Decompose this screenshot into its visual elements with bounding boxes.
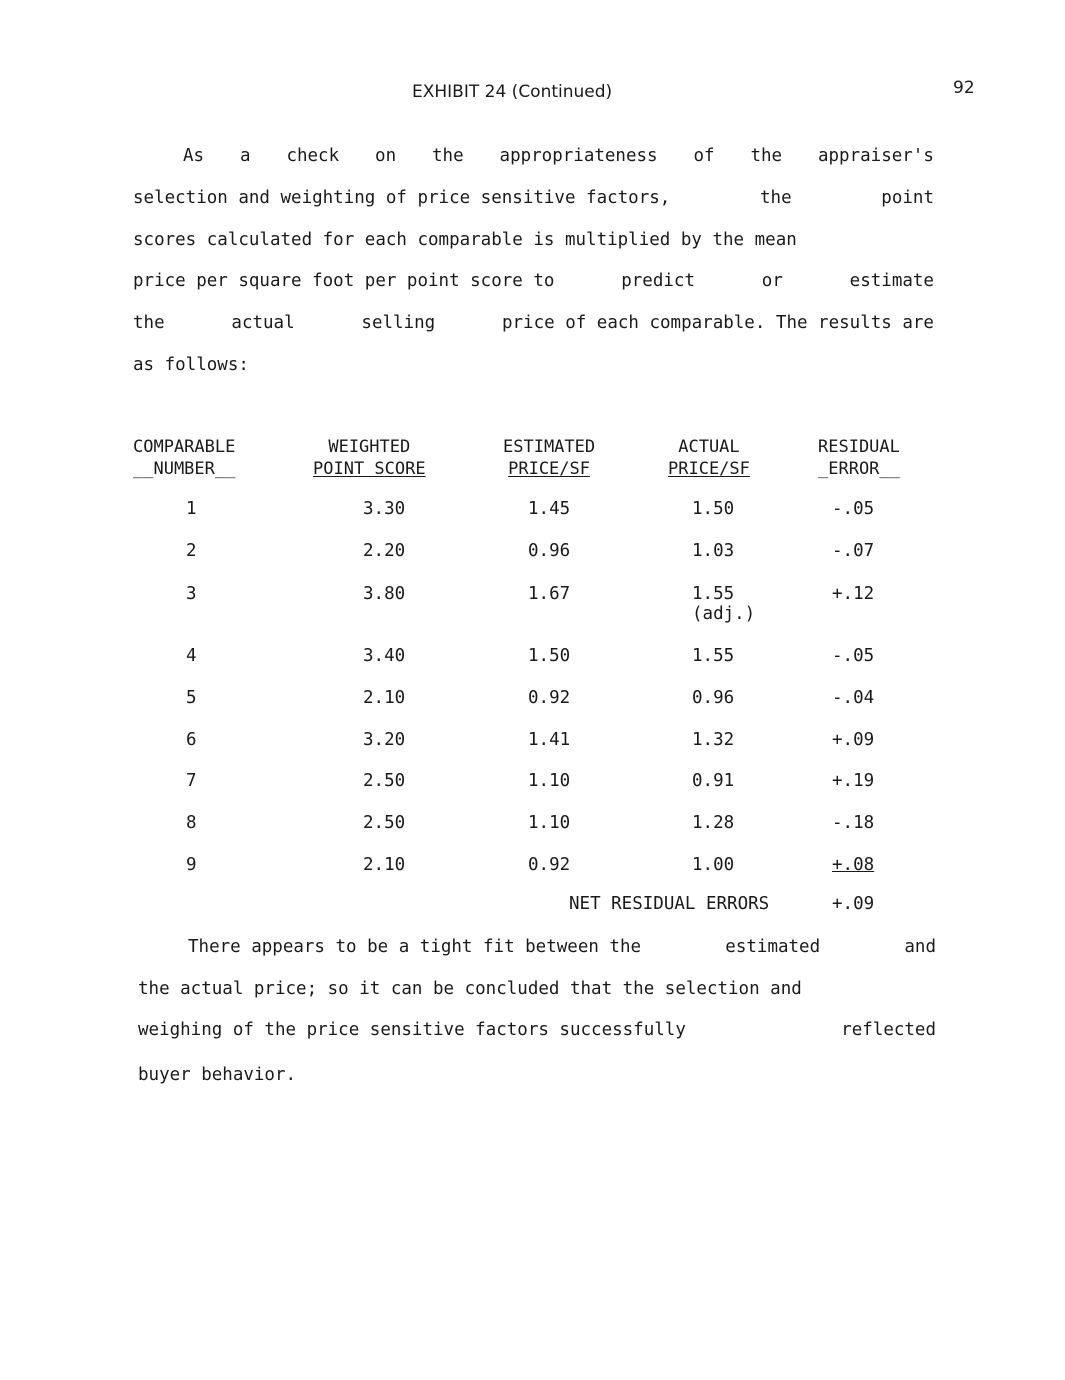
header-weighted-point-score: WEIGHTED POINT SCORE <box>313 437 426 479</box>
intro-line-1 <box>183 146 934 166</box>
intro-segment: selection and weighting of price sensitive factors, <box>133 188 671 208</box>
conclusion-segment: and <box>904 937 936 957</box>
intro-segment: actual <box>231 313 295 333</box>
actual-price-cell: 1.28 <box>692 813 735 833</box>
intro-segment: the <box>133 313 165 333</box>
conclusion-segment: reflected <box>841 1020 936 1040</box>
actual-price-cell: 1.00 <box>692 855 735 875</box>
header-comparable-number: COMPARABLE __NUMBER__ <box>133 437 236 479</box>
intro-word: the <box>750 146 783 166</box>
intro-line-2 <box>133 188 934 208</box>
actual-price-cell: 0.91 <box>692 771 735 791</box>
intro-word: the <box>432 146 464 166</box>
intro-line-6 <box>133 355 249 375</box>
residual-cell: -.07 <box>832 541 875 561</box>
point-score-cell: 3.40 <box>363 646 406 666</box>
residual-cell: -.05 <box>832 646 875 666</box>
actual-price-cell: 1.03 <box>692 541 735 561</box>
estimated-price-cell: 0.92 <box>528 688 571 708</box>
residual-cell: -.04 <box>832 688 875 708</box>
point-score-cell: 3.80 <box>363 584 406 604</box>
intro-word: of <box>693 146 715 166</box>
intro-line-3 <box>133 230 934 250</box>
actual-price-cell: 0.96 <box>692 688 735 708</box>
estimated-price-cell: 1.10 <box>528 771 571 791</box>
comparable-number-cell: 3 <box>186 584 197 604</box>
intro-word: on <box>375 146 397 166</box>
conclusion-line-4 <box>138 1065 296 1085</box>
actual-price-cell: 1.32 <box>692 730 735 750</box>
actual-price-cell: 1.55 <box>692 584 735 604</box>
actual-price-cell: 1.55 <box>692 646 735 666</box>
intro-line-4 <box>133 271 934 291</box>
header-residual-error: RESIDUAL _ERROR__ <box>818 437 900 479</box>
estimated-price-cell: 1.41 <box>528 730 571 750</box>
estimated-price-cell: 1.10 <box>528 813 571 833</box>
actual-price-cell: 1.50 <box>692 499 735 519</box>
comparable-number-cell: 9 <box>186 855 197 875</box>
net-residual-value: +.09 <box>832 894 875 914</box>
conclusion-line-1 <box>188 937 936 957</box>
intro-segment: the <box>760 188 792 208</box>
intro-word: check <box>286 146 340 166</box>
comparable-number-cell: 1 <box>186 499 197 519</box>
conclusion-segment: weighing of the price sensitive factors successfully <box>138 1020 686 1040</box>
net-residual-label: NET RESIDUAL ERRORS <box>569 894 770 914</box>
intro-segment: estimate <box>849 271 934 291</box>
estimated-price-cell: 0.96 <box>528 541 571 561</box>
residual-cell: +.19 <box>832 771 875 791</box>
residual-cell: +.08 <box>832 855 875 875</box>
point-score-cell: 2.50 <box>363 771 406 791</box>
intro-segment: selling <box>361 313 436 333</box>
point-score-cell: 2.10 <box>363 688 406 708</box>
conclusion-line-3 <box>138 1020 936 1040</box>
point-score-cell: 3.20 <box>363 730 406 750</box>
conclusion-segment: estimated <box>725 937 821 957</box>
conclusion-segment: There appears to be a tight fit between the <box>188 937 642 957</box>
comparable-number-cell: 2 <box>186 541 197 561</box>
intro-word: appraiser's <box>817 146 934 166</box>
intro-segment: point <box>881 188 934 208</box>
intro-word: a <box>239 146 251 166</box>
header-estimated-price: ESTIMATED PRICE/SF <box>503 437 596 479</box>
intro-segment: or <box>761 271 783 291</box>
point-score-cell: 3.30 <box>363 499 406 519</box>
residual-cell: -.18 <box>832 813 875 833</box>
header-actual-price: ACTUAL PRICE/SF <box>668 437 750 479</box>
exhibit-title: EXHIBIT 24 (Continued) <box>412 82 613 102</box>
intro-segment: price per square foot per point score to <box>133 271 555 291</box>
residual-cell: +.12 <box>832 584 875 604</box>
intro-line-5 <box>133 313 934 333</box>
comparable-number-cell: 4 <box>186 646 197 666</box>
estimated-price-cell: 1.67 <box>528 584 571 604</box>
estimated-price-cell: 1.50 <box>528 646 571 666</box>
comparable-number-cell: 6 <box>186 730 197 750</box>
intro-segment: as follows: <box>133 355 249 375</box>
conclusion-segment: buyer behavior. <box>138 1065 297 1085</box>
residual-cell: +.09 <box>832 730 875 750</box>
conclusion-line-2 <box>138 979 936 999</box>
actual-price-note: (adj.) <box>692 604 756 624</box>
comparable-number-cell: 5 <box>186 688 197 708</box>
conclusion-segment: the actual price; so it can be concluded that the selection and <box>138 979 802 999</box>
comparable-number-cell: 7 <box>186 771 197 791</box>
intro-segment: price of each comparable. The results are <box>501 313 934 333</box>
intro-word: As <box>183 146 205 166</box>
point-score-cell: 2.20 <box>363 541 406 561</box>
page-number: 92 <box>953 78 975 98</box>
residual-cell: -.05 <box>832 499 875 519</box>
estimated-price-cell: 0.92 <box>528 855 571 875</box>
estimated-price-cell: 1.45 <box>528 499 571 519</box>
comparable-number-cell: 8 <box>186 813 197 833</box>
intro-segment: predict <box>621 271 695 291</box>
intro-word: appropriateness <box>499 146 658 166</box>
intro-segment: scores calculated for each comparable is multiplied by the mean <box>133 230 797 250</box>
point-score-cell: 2.50 <box>363 813 406 833</box>
point-score-cell: 2.10 <box>363 855 406 875</box>
